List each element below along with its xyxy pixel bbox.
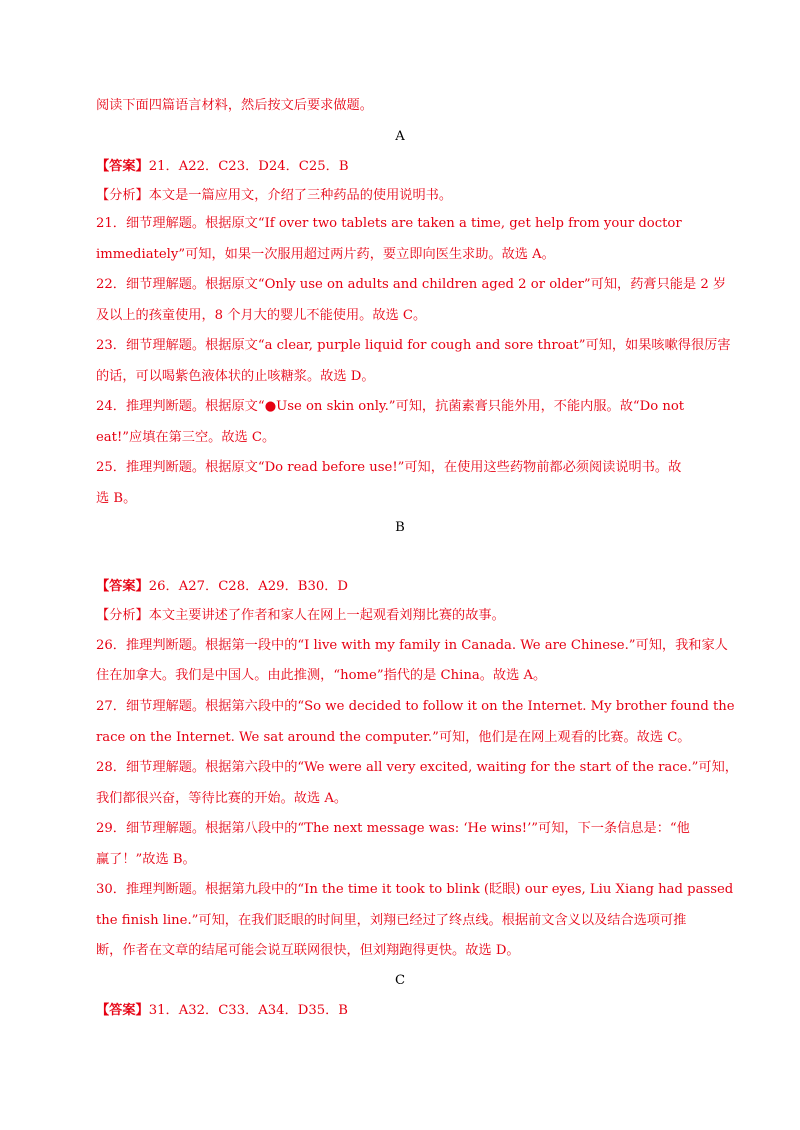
section-b-line: 断，作者在文章的结尾可能会说互联网很快，但刘翔跑得更快。故选 D。	[96, 943, 520, 958]
section-a-line: 选 B。	[96, 491, 137, 506]
answer-text: 31．A32．C33．A34．D35．B	[148, 1003, 348, 1018]
section-a-line: 23．细节理解题。根据原文“a clear, purple liquid for cough and sore throat”可知，如果咳嗽得很厉害	[96, 338, 731, 353]
section-c-answer	[96, 1001, 706, 1021]
answer-label: 【答案】	[96, 1003, 149, 1018]
section-a-line: eat!”应填在第三空。故选 C。	[96, 430, 276, 445]
section-b-line: 29．细节理解题。根据第八段中的“The next message was: ‘He wins!’”可知，下一条信息是：“他	[96, 821, 690, 836]
section-c-heading: C	[394, 973, 406, 988]
section-a-line: 22．细节理解题。根据原文“Only use on adults and children aged 2 or older”可知，药膏只能是 2 岁	[96, 277, 727, 292]
section-b-line: 27．细节理解题。根据第六段中的“So we decided to follow it on the Internet. My brother found the	[96, 699, 735, 714]
section-b-line: the finish line.”可知，在我们眨眼的时间里，刘翔已经过了终点线。根据前文含义以及结合选项可推	[96, 913, 687, 928]
answer-label: 【答案】	[96, 579, 149, 594]
section-b-line: 26．推理判断题。根据第一段中的“I live with my family in Canada. We are Chinese.”可知，我和家人	[96, 638, 728, 653]
section-a-answer	[96, 157, 706, 177]
section-a-heading: A	[395, 129, 405, 144]
section-a-analysis: 【分析】本文是一篇应用文，介绍了三种药品的使用说明书。	[96, 188, 453, 203]
section-a-line: immediately”可知，如果一次服用超过两片药，要立即向医生求助。故选 A。	[96, 247, 555, 262]
section-a-line: 21．细节理解题。根据原文“If over two tablets are taken a time, get help from your doctor	[96, 216, 682, 231]
answer-text: 26．A27．C28．A29．B30．D	[148, 579, 348, 594]
section-b-line: 28．细节理解题。根据第六段中的“We were all very excited, waiting for the start of the race.”可知，	[96, 760, 738, 775]
section-b-line: 赢了！”故选 B。	[96, 852, 196, 867]
section-b-answer	[96, 577, 706, 597]
answer-text: 21．A22．C23．D24．C25．B	[148, 159, 349, 174]
section-b-analysis: 【分析】本文主要讲述了作者和家人在网上一起观看刘翔比赛的故事。	[96, 608, 505, 623]
section-a-line: 及以上的孩童使用，8 个月大的婴儿不能使用。故选 C。	[96, 308, 427, 323]
section-b-line: 住在加拿大。我们是中国人。由此推测，“home”指代的是 China。故选 A。	[96, 668, 547, 683]
section-b-line: 30．推理判断题。根据第九段中的“In the time it took to blink (眨眼) our eyes, Liu Xiang had passed	[96, 882, 734, 897]
section-b-line: race on the Internet. We sat around the computer.”可知，他们是在网上观看的比赛。故选 C。	[96, 730, 691, 745]
intro-text: 阅读下面四篇语言材料，然后按文后要求做题。	[96, 98, 373, 113]
answer-label: 【答案】	[96, 159, 149, 174]
section-a-line: 24．推理判断题。根据原文“●Use on skin only.”可知，抗菌素膏只能外用，不能内服。故“Do not	[96, 399, 685, 414]
section-b-heading: B	[395, 520, 405, 535]
section-a-line: 的话，可以喝紫色液体状的止咳糖浆。故选 D。	[96, 369, 375, 384]
section-b-line: 我们都很兴奋，等待比赛的开始。故选 A。	[96, 791, 348, 806]
section-a-line: 25．推理判断题。根据原文“Do read before use!”可知，在使用这些药物前都必须阅读说明书。故	[96, 460, 682, 475]
